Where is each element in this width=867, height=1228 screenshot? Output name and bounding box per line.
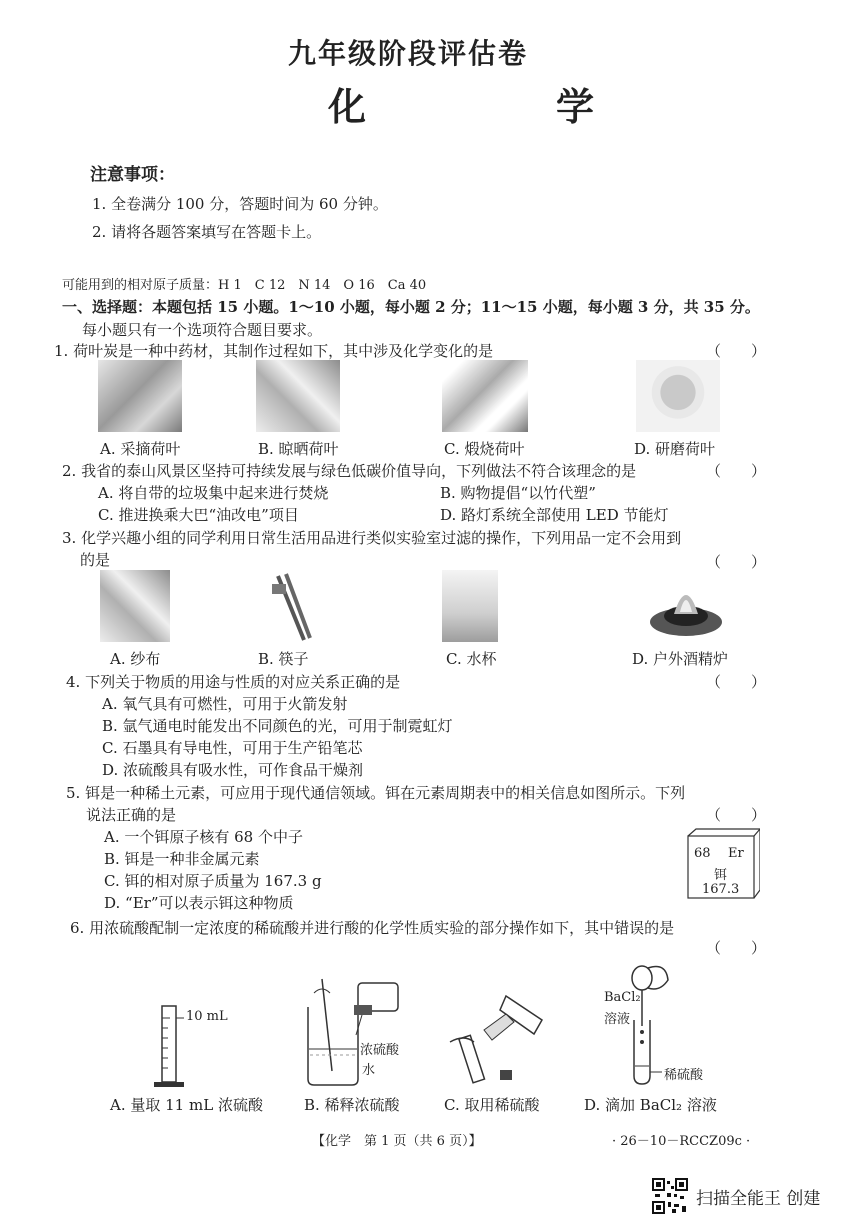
q2-option-d: D. 路灯系统全部使用 LED 节能灯: [440, 506, 669, 524]
q3-stem: 3. 化学兴趣小组的同学利用日常生活用品进行类似实验室过滤的操作，下列用品一定不会用到: [62, 529, 682, 547]
q5-stem-cont: 说法正确的是: [86, 806, 177, 824]
q1-stem: 1. 荷叶炭是一种中药材，其制作过程如下，其中涉及化学变化的是: [54, 342, 494, 360]
diagram-dropper-test-tube: [598, 960, 718, 1090]
q3-photo-cup: [442, 570, 498, 642]
diagram-graduated-cylinder: [150, 1000, 230, 1090]
q5-option-d: D. “Er”可以表示铒这种物质: [104, 894, 294, 912]
q4-stem: 4. 下列关于物质的用途与性质的对应关系正确的是: [66, 673, 401, 691]
diagram-dilution-beaker: [300, 975, 420, 1090]
q6-option-b: B. 稀释浓硫酸: [304, 1096, 400, 1114]
subject-title: 化 学: [328, 84, 633, 129]
section-heading: 一、选择题：本题包括 15 小题。1～10 小题，每小题 2 分；11～15 小题，每小题 3 分，共 35 分。: [62, 298, 760, 316]
q4-option-c: C. 石墨具有导电性，可用于生产铅笔芯: [102, 739, 363, 757]
section-instruction: 每小题只有一个选项符合题目要求。: [82, 321, 323, 339]
diagram-pouring-acid: [444, 990, 554, 1090]
q3-photo-alcohol-stove: [646, 570, 726, 642]
q3-stem-cont: 的是: [80, 551, 111, 569]
q5-option-c: C. 铒的相对原子质量为 167.3 g: [104, 872, 322, 890]
label-water: 水: [362, 1063, 376, 1078]
element-number: 68: [694, 846, 711, 861]
q3-option-a: A. 纱布: [110, 650, 161, 668]
answer-paren: （ ）: [706, 342, 767, 360]
element-tile-erbium: [678, 826, 760, 902]
label-bacl2: BaCl₂: [604, 990, 641, 1005]
q1-photo-grinding: [636, 360, 720, 432]
answer-paren: （ ）: [706, 673, 767, 691]
q1-photo-picking: [98, 360, 182, 432]
q2-option-a: A. 将自带的垃圾集中起来进行焚烧: [98, 484, 329, 502]
paper-code: · 26－10－RCCZ09c ·: [612, 1134, 751, 1149]
element-mass: 167.3: [702, 882, 740, 897]
label-10ml: 10 mL: [186, 1009, 228, 1024]
label-conc-acid: 浓硫酸: [360, 1043, 400, 1058]
q3-option-b: B. 筷子: [258, 650, 309, 668]
q3-option-d: D. 户外酒精炉: [632, 650, 729, 668]
q3-photo-chopsticks: [266, 570, 316, 642]
q2-stem: 2. 我省的泰山风景区坚持可持续发展与绿色低碳价值导向，下列做法不符合该理念的是: [62, 462, 637, 480]
answer-paren: （ ）: [706, 939, 767, 957]
atomic-masses: 可能用到的相对原子质量：H 1 C 12 N 14 O 16 Ca 40: [62, 278, 427, 293]
page-number: 【化学 第 1 页（共 6 页）】: [312, 1134, 482, 1149]
q3-photo-gauze: [100, 570, 170, 642]
q2-option-b: B. 购物提倡“以竹代塑”: [440, 484, 596, 502]
q5-option-a: A. 一个铒原子核有 68 个中子: [104, 828, 303, 846]
q2-option-c: C. 推进换乘大巴“油改电”项目: [98, 506, 299, 524]
label-solution: 溶液: [604, 1012, 631, 1027]
scanner-watermark: 扫描全能王 创建: [696, 1189, 821, 1209]
q1-photo-drying: [256, 360, 340, 432]
q1-option-a: A. 采摘荷叶: [100, 440, 181, 458]
q6-option-a: A. 量取 11 mL 浓硫酸: [110, 1096, 263, 1114]
label-dilute-acid: 稀硫酸: [664, 1068, 704, 1083]
q6-option-d: D. 滴加 BaCl₂ 溶液: [584, 1096, 717, 1114]
q4-option-b: B. 氩气通电时能发出不同颜色的光，可用于制霓虹灯: [102, 717, 453, 735]
answer-paren: （ ）: [706, 462, 767, 480]
element-name: 铒: [714, 868, 728, 883]
q5-stem: 5. 铒是一种稀土元素，可应用于现代通信领域。铒在元素周期表中的相关信息如图所示。下列: [66, 784, 686, 802]
q5-option-b: B. 铒是一种非金属元素: [104, 850, 260, 868]
q4-option-a: A. 氧气具有可燃性，可用于火箭发射: [102, 695, 348, 713]
notes-heading: 注意事项：: [90, 165, 175, 185]
q1-photo-burning: [442, 360, 528, 432]
q1-option-b: B. 晾晒荷叶: [258, 440, 339, 458]
note-item: 2. 请将各题答案填写在答题卡上。: [92, 223, 322, 241]
q3-option-c: C. 水杯: [446, 650, 497, 668]
q6-stem: 6. 用浓硫酸配制一定浓度的稀硫酸并进行酸的化学性质实验的部分操作如下，其中错误的是: [70, 919, 675, 937]
q6-option-c: C. 取用稀硫酸: [444, 1096, 540, 1114]
note-item: 1. 全卷满分 100 分，答题时间为 60 分钟。: [92, 195, 388, 213]
answer-paren: （ ）: [706, 806, 767, 824]
answer-paren: （ ）: [706, 553, 767, 571]
q1-option-c: C. 煅烧荷叶: [444, 440, 525, 458]
q1-option-d: D. 研磨荷叶: [634, 440, 716, 458]
q4-option-d: D. 浓硫酸具有吸水性，可作食品干燥剂: [102, 761, 364, 779]
element-symbol: Er: [728, 846, 744, 861]
qr-code-icon: [652, 1178, 688, 1214]
exam-title: 九年级阶段评估卷: [288, 37, 529, 70]
